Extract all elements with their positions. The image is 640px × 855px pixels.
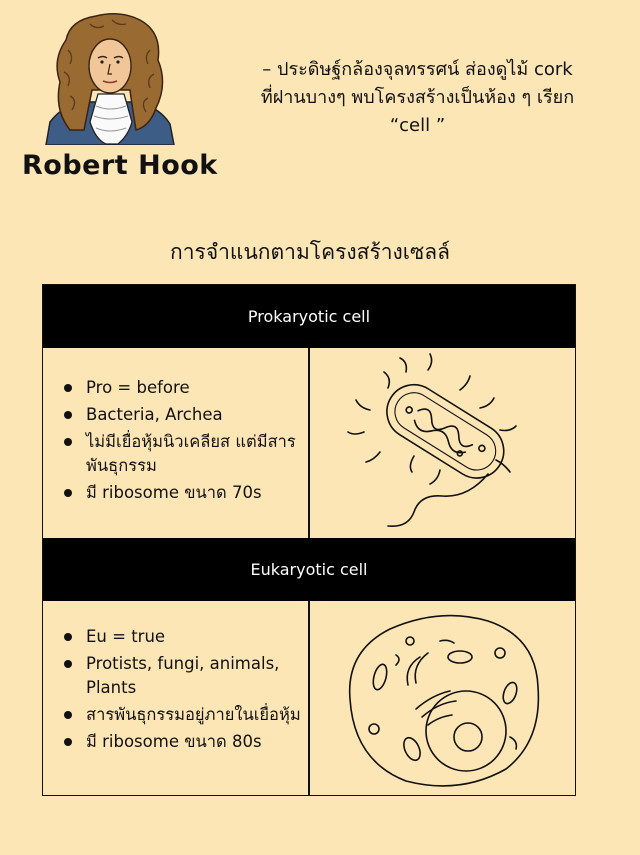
author-name: Robert Hook [22, 150, 218, 181]
intro-text [210, 56, 625, 140]
prokaryotic-points [61, 376, 308, 505]
eukaryotic-cell-illustration [310, 601, 575, 795]
intro-line-2: ที่ฝานบางๆ พบโครงสร้างเป็นห้อง ๆ เรียก [260, 87, 575, 108]
eukaryotic-points-cell [43, 601, 308, 795]
eukaryotic-points [61, 625, 308, 754]
intro-line-1: – ประดิษฐ์กล้องจุลทรรศน์ ส่องดูไม้ cork [262, 59, 573, 80]
prokaryotic-points-cell [43, 348, 308, 538]
cell-classification-table [42, 284, 576, 796]
list-item: มี ribosome ขนาด 80s [61, 730, 308, 754]
robert-hook-portrait [40, 10, 180, 145]
list-item: Bacteria, Archea [61, 403, 308, 427]
intro-line-3: “cell ” [389, 115, 446, 136]
list-item: สารพันธุกรรมอยู่ภายในเยื่อหุ้ม [61, 703, 308, 727]
list-item: มี ribosome ขนาด 70s [61, 481, 308, 505]
list-item: Pro = before [61, 376, 308, 400]
bacterium-illustration [310, 348, 575, 538]
list-item: Protists, fungi, animals, Plants [61, 652, 308, 700]
list-item: ไม่มีเยื่อหุ้มนิวเคลียส แต่มีสารพันธุกรรม [61, 430, 308, 478]
list-item: Eu = true [61, 625, 308, 649]
prokaryotic-header: Prokaryotic cell [43, 285, 575, 348]
eukaryotic-header: Eukaryotic cell [43, 538, 575, 601]
section-title: การจำแนกตามโครงสร้างเซลล์ [170, 240, 450, 264]
